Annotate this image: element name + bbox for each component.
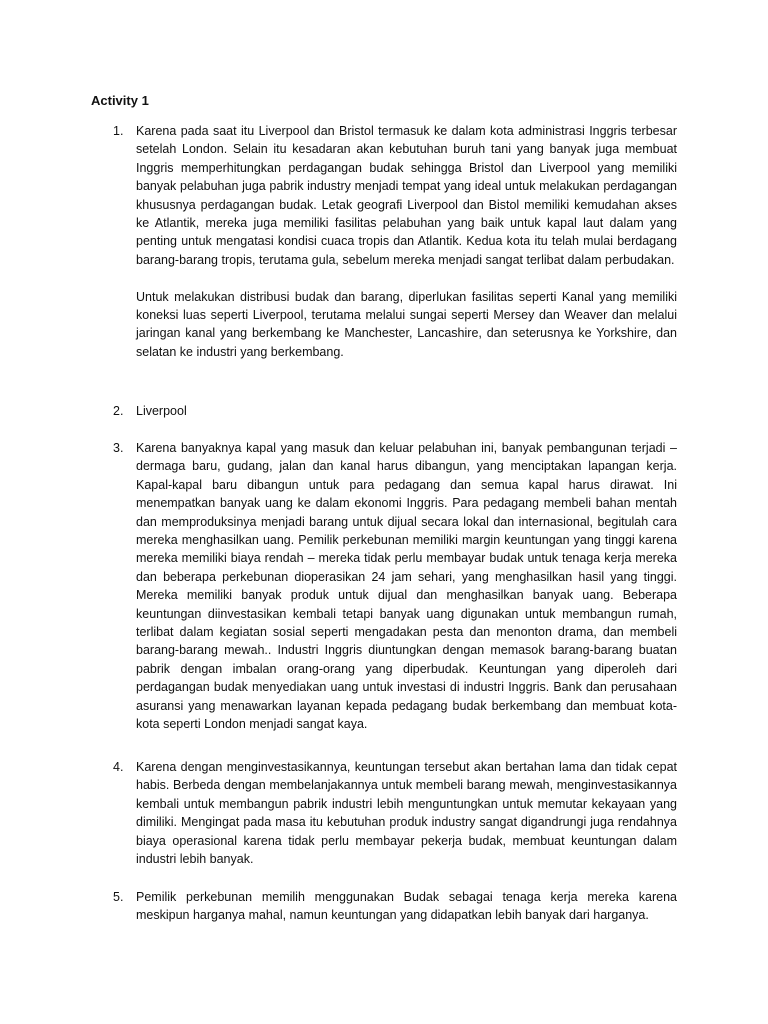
- page-heading: Activity 1: [91, 93, 149, 108]
- list-item-body: [136, 888, 677, 925]
- list-number: 1.: [113, 124, 124, 138]
- list-number: 2.: [113, 404, 124, 418]
- list-item-body: [136, 122, 677, 361]
- list-item-5: [113, 888, 677, 925]
- list-item-2: [113, 402, 677, 420]
- list-item-3: [113, 439, 677, 734]
- list-item-body: [136, 439, 677, 734]
- list-item-4: [113, 758, 677, 868]
- paragraph: Karena pada saat itu Liverpool dan Bristol termasuk ke dalam kota administrasi Inggris terbesar setelah London. Selain itu kesadaran akan kebutuhan buruh tani yang banyak juga membuat Inggris memperhitungkan perdagangan budak sehingga Bristol dan Liverpool yang memiliki banyak pelabuhan juga pabrik industry menjadi tempat yang ideal untuk melakukan perdagangan khususnya perdagangan budak. Letak geografi Liverpool dan Bistol memiliki kemudahan akses ke Atlantik, mereka juga memiliki fasilitas pelabuhan yang baik untuk kapal laut dalam yang penting untuk mengatasi kondisi cuaca tropis dan Atlantik. Kedua kota itu telah mulai berdagang barang-barang tropis, terutama gula, sebelum mereka menjadi sangat terlibat dalam perbudakan.: [136, 124, 677, 267]
- list-item-1: [113, 122, 677, 361]
- paragraph: Karena banyaknya kapal yang masuk dan keluar pelabuhan ini, banyak pembangunan terjadi – dermaga baru, gudang, jalan dan kanal harus dibangun, yang menciptakan lapangan kerja. Kapal-kapal baru dibangun untuk para pedagang dan semua kapal harus dirawat. Ini menempatkan banyak uang ke dalam ekonomi Inggris. Para pedagang membeli bahan mentah dan memproduksinya menjadi barang untuk dijual secara lokal dan internasional, begitulah cara mereka menghasilkan uang. Pemilik perkebunan memiliki margin keuntungan yang tinggi karena mereka memiliki biaya rendah – mereka tidak perlu membayar budak untuk tenaga kerja mereka dan beberapa perkebunan dioperasikan 24 jam sehari, yang menghasilkan hasil yang tinggi. Mereka memiliki banyak produk untuk dijual dan menghasilkan banyak uang. Beberapa keuntungan diinvestasikan kembali tetapi banyak uang digunakan untuk membangun rumah, terlibat dalam kegiatan sosial seperti mengadakan pesta dan menonton drama, dan membeli barang-barang mewah.. Industri Inggris diuntungkan dengan memasok barang-barang buatan pabrik dengan imbalan orang-orang yang diperbudak. Keuntungan yang diperoleh dari perdagangan budak menyediakan uang untuk investasi di industri Inggris. Bank dan perusahaan asuransi yang menawarkan layanan kepada pedagang budak berkembang dan membuat kota-kota seperti London menjadi sangat kaya.: [136, 441, 677, 732]
- list-number: 3.: [113, 441, 124, 455]
- paragraph: Untuk melakukan distribusi budak dan barang, diperlukan fasilitas seperti Kanal yang memiliki koneksi luas seperti Liverpool, terutama melalui sungai seperti Mersey dan Weaver dan melalui jaringan kanal yang berkembang ke Manchester, Lancashire, dan seterusnya ke Yorkshire, dan selatan ke industri yang berkembang.: [136, 289, 677, 359]
- list-item-body: [136, 758, 677, 868]
- list-number: 5.: [113, 890, 124, 904]
- paragraph: Pemilik perkebunan memilih menggunakan Budak sebagai tenaga kerja mereka karena meskipun harganya mahal, namun keuntungan yang didapatkan lebih banyak dari harganya.: [136, 890, 677, 923]
- list-number: 4.: [113, 760, 124, 774]
- paragraph: Karena dengan menginvestasikannya, keuntungan tersebut akan bertahan lama dan tidak cepat habis. Berbeda dengan membelanjakannya untuk membeli barang mewah, menginvestasikannya kembali untuk membangun pabrik industri lebih menguntungkan untuk memutar kekayaan yang dimiliki. Mengingat pada masa itu kebutuhan produk industry sangat digandrungi juga rendahnya biaya operasional karena tidak perlu membayar pekerja budak, membuat keuntungan dalam industri lebih banyak.: [136, 760, 677, 867]
- list-item-body: [136, 402, 677, 420]
- paragraph: Liverpool: [136, 404, 187, 418]
